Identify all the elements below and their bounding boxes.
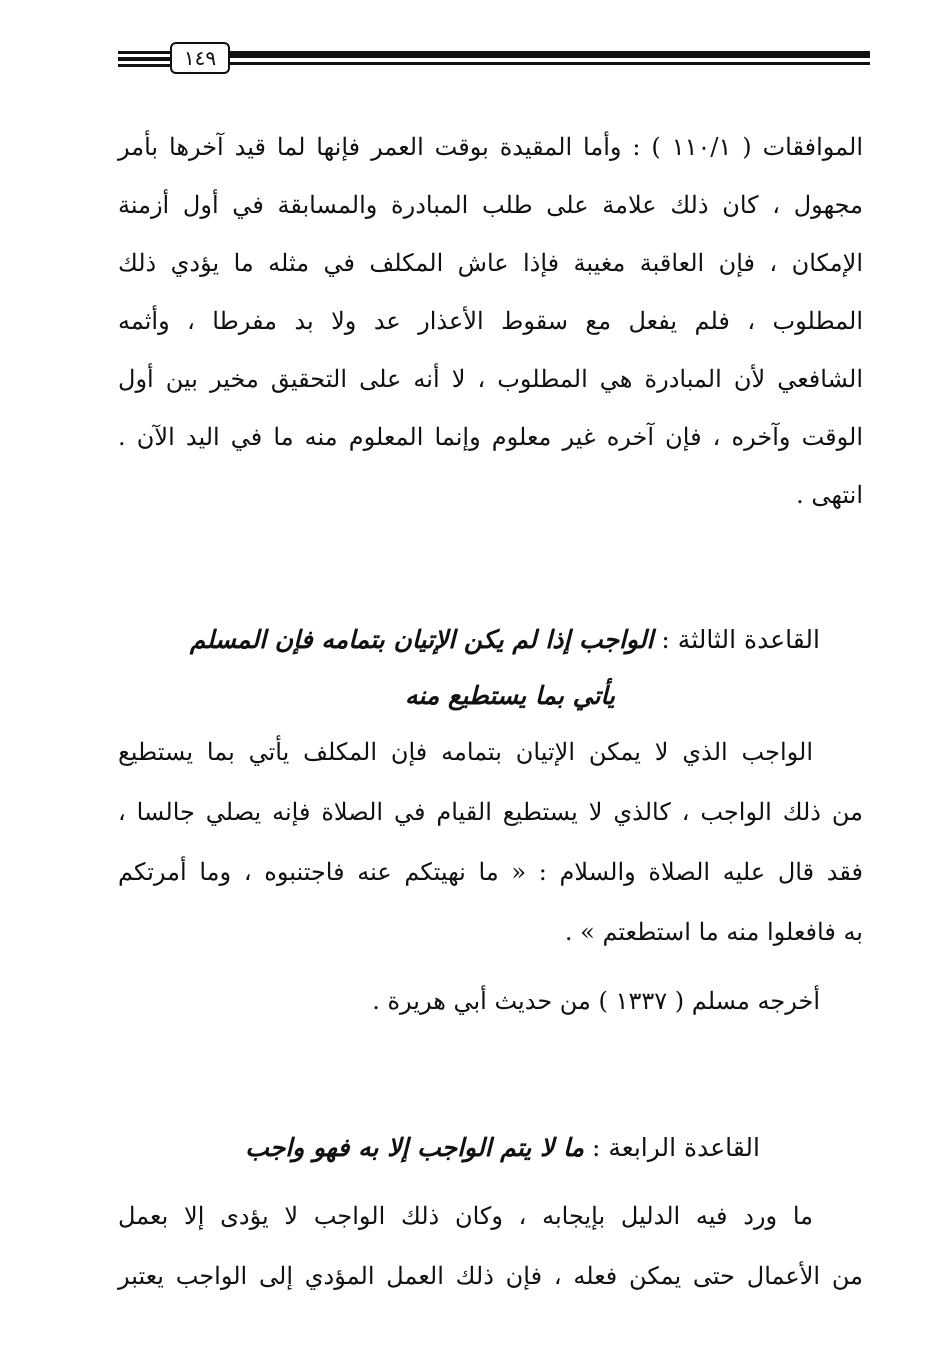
text-line: الموافقات ( ١١٠/١ ) : وأما المقيدة بوقت العمر فإنها لما قيد آخرها بأمر (118, 133, 864, 161)
header-rule-right (230, 51, 870, 67)
text-line: به فافعلوا منه ما استطعتم » . (564, 918, 863, 946)
text-line: فقد قال عليه الصلاة والسلام : « ما نهيتكم عنه فاجتنبوه ، وما أمرتكم (118, 858, 863, 886)
text-line: من الأعمال حتى يمكن فعله ، فإن ذلك العمل المؤدي إلى الواجب يعتبر (118, 1262, 863, 1290)
heading-title: ما لا يتم الواجب إلا به فهو واجب (245, 1133, 585, 1162)
text-line: مجهول ، كان ذلك علامة على طلب المبادرة والمسابقة في أول أزمنة (118, 191, 863, 219)
hadith-reference: أخرجه مسلم ( ١٣٣٧ ) من حديث أبي هريرة . (372, 987, 820, 1015)
heading-label: القاعدة الرابعة : (591, 1133, 760, 1162)
paragraph-rule-4 (118, 1186, 863, 1306)
text-line: الإمكان ، فإن العاقبة مغيبة فإذا عاش المكلف في مثله ما يؤدي ذلك (118, 249, 863, 277)
text-line: الشافعي لأن المبادرة هي المطلوب ، لا أنه على التحقيق مخير بين أول (118, 365, 863, 393)
text-line: انتهى . (796, 481, 863, 509)
text-line: المطلوب ، فلم يفعل مع سقوط الأعذار عد ولا بد مفرطا ، وأثمه (118, 307, 863, 335)
header-rule-left (118, 51, 170, 67)
text-line: ما ورد فيه الدليل بإيجابه ، وكان ذلك الواجب لا يؤدى إلا بعمل (118, 1202, 813, 1230)
text-line: الوقت وآخره ، فإن آخره غير معلوم وإنما المعلوم منه ما في اليد الآن . (118, 423, 863, 451)
paragraph-quote-muwafaqat (118, 118, 863, 524)
section-heading-rule-3 (160, 612, 820, 724)
heading-title: الواجب إذا لم يكن الإتيان بتمامه فإن المسلم (189, 625, 654, 654)
page-header (118, 42, 870, 78)
heading-label: القاعدة الثالثة : (661, 625, 820, 654)
page-number: ١٤٩ (170, 42, 230, 74)
header-rule-thick (230, 51, 870, 58)
heading-line (200, 1120, 760, 1176)
heading-line (160, 612, 820, 668)
header-rule-thin (230, 62, 870, 65)
paragraph-rule-3 (118, 722, 863, 962)
section-heading-rule-4 (200, 1120, 760, 1176)
text-line: من ذلك الواجب ، كالذي لا يستطيع القيام في الصلاة فإنه يصلي جالسا ، (118, 798, 864, 826)
heading-title-continued: يأتي بما يستطيع منه (404, 681, 615, 710)
text-line: الواجب الذي لا يمكن الإتيان بتمامه فإن المكلف يأتي بما يستطيع (118, 738, 813, 766)
